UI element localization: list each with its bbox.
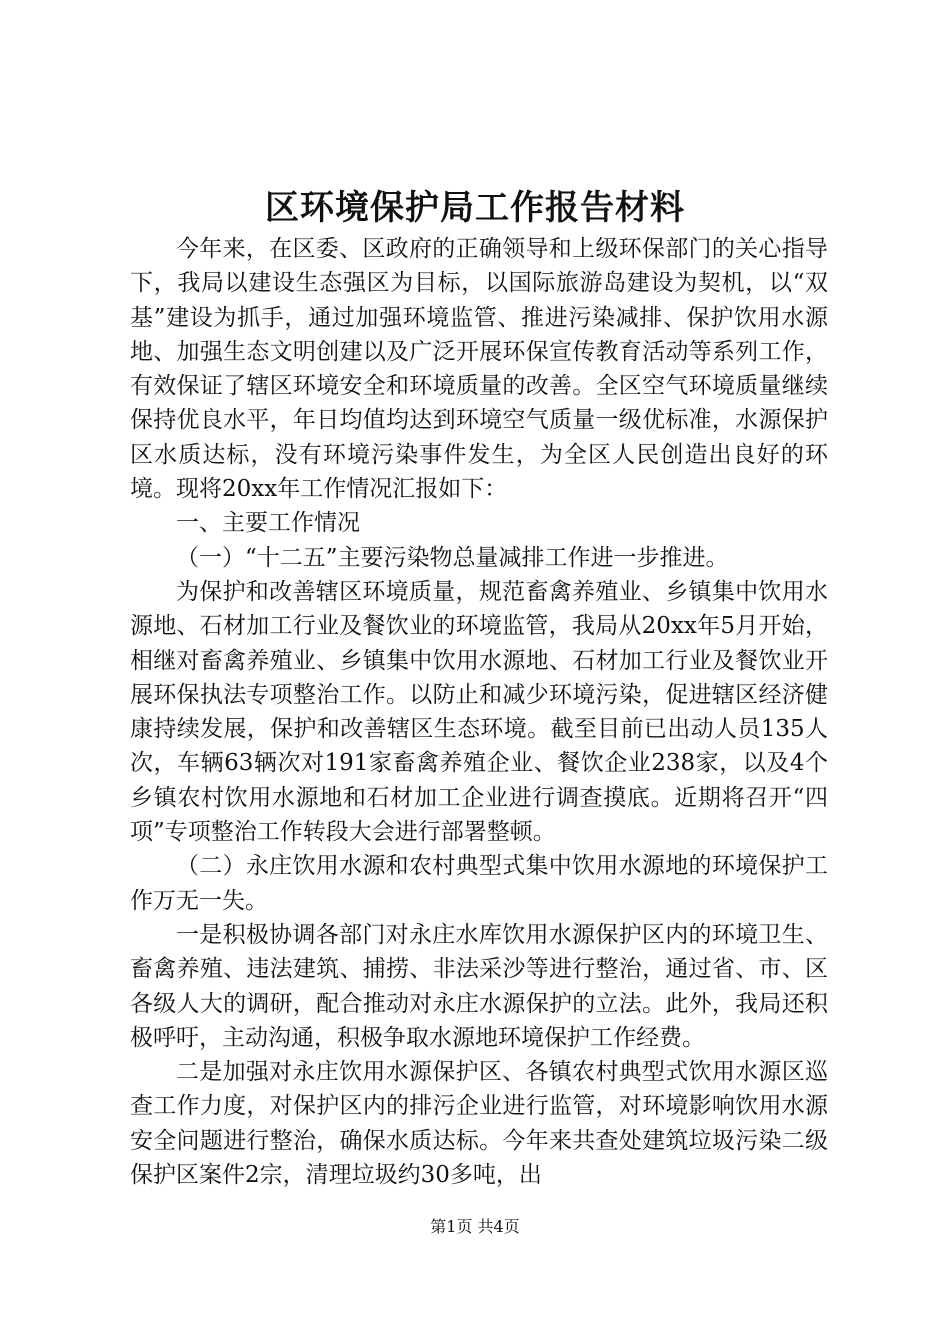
page-number-footer: 第1页 共4页 [430, 1217, 520, 1236]
paragraph-intro: 今年来，在区委、区政府的正确领导和上级环保部门的关心指导下，我局以建设生态强区为目标，以国际旅游岛建设为契机，以“双基”建设为抓手，通过加强环境监管、推进污染减排、保护饮用水源地、加强生态文明创建以及广泛开展环保宣传教育活动等系列工作，有效保证了辖区环境安全和环境质量的改善。全区空气环境质量继续保持优良水平，年日均值均达到环境空气质量一级优标准，水源保护区水质达标，没有环境污染事件发生，为全区人民创造出良好的环境。现将20xx年工作情况汇报如下： [130, 236, 828, 503]
paragraph-point-one: 一是积极协调各部门对永庄水库饮用水源保护区内的环境卫生、畜禽养殖、违法建筑、捕捞、非法采沙等进行整治，通过省、市、区各级人大的调研，配合推动对永庄水源保护的立法。此外，我局还积极呼吁，主动沟通，积极争取水源地环境保护工作经费。 [130, 921, 828, 1051]
section-heading-main-work: 一、主要工作情况 [176, 510, 360, 537]
document-title: 区环境保护局工作报告材料 [265, 188, 685, 228]
paragraph-point-two: 二是加强对永庄饮用水源保护区、各镇农村典型式饮用水源区巡查工作力度，对保护区内的排污企业进行监管，对环境影响饮用水源安全问题进行整治，确保水质达标。今年来共查处建筑垃圾污染二级保护区案件2宗，清理垃圾约30多吨，出 [130, 1059, 828, 1189]
subsection-heading-2: （二）永庄饮用水源和农村典型式集中饮用水源地的环境保护工作万无一失。 [130, 853, 828, 914]
paragraph-regulation: 为保护和改善辖区环境质量，规范畜禽养殖业、乡镇集中饮用水源地、石材加工行业及餐饮业的环境监管，我局从20xx年5月开始，相继对畜禽养殖业、乡镇集中饮用水源地、石材加工行业及餐饮业开展环保执法专项整治工作。以防止和减少环境污染，促进辖区经济健康持续发展，保护和改善辖区生态环境。截至目前已出动人员135人次，车辆63辆次对191家畜禽养殖企业、餐饮企业238家，以及4个乡镇农村饮用水源地和石材加工企业进行调查摸底。近期将召开“四项”专项整治工作转段大会进行部署整顿。 [130, 578, 828, 846]
subsection-heading-1: （一）“十二五”主要污染物总量减排工作进一步推进。 [176, 544, 729, 571]
document-body [130, 232, 828, 1192]
